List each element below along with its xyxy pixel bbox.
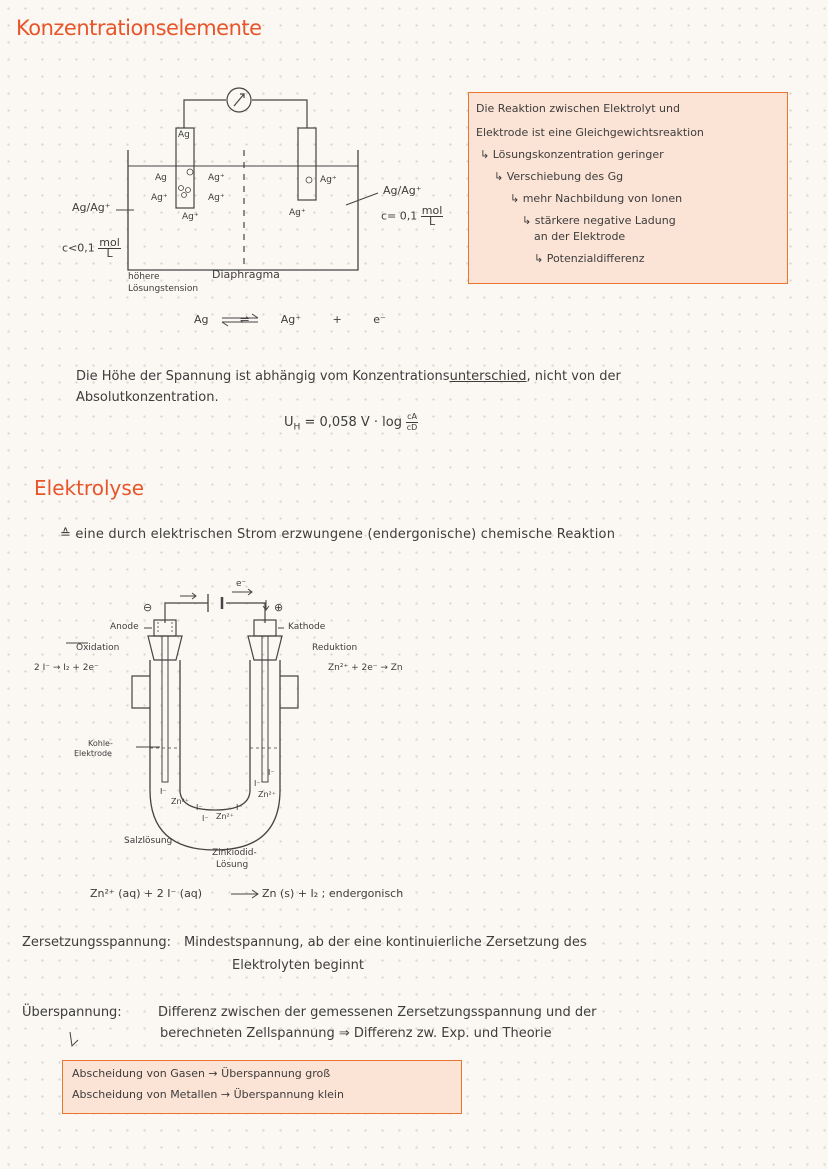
reduction-equation: Zn²⁺ + 2e⁻ → Zn (328, 663, 403, 673)
equilibrium-equation: Ag ⇌ Ag⁺ + e⁻ (194, 313, 386, 326)
ion-label: I⁻ (196, 803, 203, 812)
ion-label: Zn²⁺ (216, 812, 234, 821)
section-title-concentration-cells: Konzentrationselemente (16, 16, 262, 40)
box-line: ↳ Potenzialdifferenz (534, 252, 645, 265)
unit-num: mol (99, 236, 120, 249)
box-line: Elektrode ist eine Gleichgewichtsreaktion (476, 126, 704, 139)
right-conc-value: c= 0,1 (381, 209, 418, 223)
ion-label: I⁻ (268, 768, 275, 777)
ion-label: Zn²⁺ (258, 790, 276, 799)
box-line: ↳ Lösungskonzentration geringer (480, 148, 664, 161)
def-overvoltage: Differenz zwischen der gemessenen Zersetzungsspannung und der (158, 1005, 597, 1020)
box-line: ↳ stärkere negative Ladung (522, 214, 676, 227)
overall-equation-right: Zn (s) + I₂ ; endergonisch (262, 887, 404, 900)
overall-equation-left: Zn²⁺ (aq) + 2 I⁻ (aq) (90, 887, 203, 900)
label-ag-ion: Ag⁺ (320, 175, 337, 185)
label-zinc-iodide-2: Lösung (216, 860, 249, 870)
unit-den: L (428, 215, 436, 228)
label-carbon-electrode-2: Elektrode (74, 749, 112, 758)
left-conc-value: c<0,1 (62, 241, 95, 255)
sentence-part: Die Höhe der Spannung ist abhängig vom Konzentrations (76, 369, 450, 384)
label-ag-electrode: Ag (178, 130, 190, 140)
label-anode: Anode (110, 622, 139, 632)
label-ag-ion: Ag⁺ (289, 208, 306, 218)
ion-label: I⁻ (160, 787, 167, 796)
right-half-cell-label: Ag/Ag⁺ (383, 184, 422, 197)
label-oxidation: Oxidation (76, 643, 120, 653)
label-reduction: Reduktion (312, 643, 358, 653)
sentence-part: , nicht von der (526, 369, 621, 384)
left-half-cell-label: Ag/Ag⁺ (72, 201, 111, 214)
overvoltage-gases: Abscheidung von Gasen → Überspannung groß (72, 1067, 331, 1080)
label-electron: e⁻ (236, 579, 247, 589)
def-decomposition-voltage-2: Elektrolyten beginnt (232, 958, 364, 973)
label-solution-tension: Lösungstension (128, 284, 199, 294)
plus-pole-icon: ⊕ (274, 601, 284, 614)
sentence-line-2: Absolutkonzentration. (76, 390, 219, 405)
box-line: Die Reaktion zwischen Elektrolyt und (476, 102, 680, 115)
formula-sub: H (293, 422, 301, 433)
term-overvoltage: Überspannung: (22, 1005, 122, 1020)
term-decomposition-voltage: Zersetzungsspannung: (22, 935, 172, 950)
frac-num: cA (407, 412, 417, 421)
label-salt-solution: Salzlösung (124, 836, 173, 846)
formula-rest: = 0,058 V · log (300, 415, 402, 430)
oxidation-equation: 2 I⁻ → I₂ + 2e⁻ (34, 663, 99, 673)
def-overvoltage-2: berechneten Zellspannung ⇒ Differenz zw. Exp. und Theorie (160, 1026, 552, 1041)
def-decomposition-voltage: Mindestspannung, ab der eine kontinuierliche Zersetzung des (184, 935, 587, 950)
frac-den: cD (406, 423, 418, 432)
label-ag-ion: Ag⁺ (208, 173, 225, 183)
label-carbon-electrode: Kohle- (88, 739, 113, 748)
label-ag-ion: Ag (155, 173, 167, 183)
box-line: an der Elektrode (534, 230, 626, 243)
minus-pole-icon: ⊖ (143, 601, 153, 614)
overvoltage-metals: Abscheidung von Metallen → Überspannung klein (72, 1088, 344, 1101)
label-higher-tension: höhere (128, 272, 160, 282)
label-ag-ion: Ag⁺ (151, 193, 168, 203)
ion-label: I⁻ (254, 779, 261, 788)
label-ag-ion: Ag⁺ (182, 212, 199, 222)
label-zinc-iodide: Zinkiodid- (212, 848, 257, 858)
unit-den: L (106, 247, 113, 260)
ion-label: I⁻ (236, 803, 243, 812)
label-diaphragm: Diaphragma (212, 268, 280, 281)
box-line: ↳ Verschiebung des Gg (494, 170, 624, 183)
section-title-electrolysis: Elektrolyse (34, 476, 145, 500)
unit-num: mol (421, 204, 443, 217)
label-cathode: Kathode (288, 622, 326, 632)
sentence-underlined: unterschied (449, 369, 527, 384)
ion-label: Zn²⁺ (171, 797, 189, 806)
ion-label: I⁻ (202, 814, 209, 823)
electrolysis-definition: ≙ eine durch elektrischen Strom erzwungene (endergonische) chemische Reaktion (60, 527, 616, 542)
box-line: ↳ mehr Nachbildung von Ionen (510, 192, 683, 205)
label-ag-ion: Ag⁺ (208, 193, 225, 203)
formula-u: U (284, 415, 294, 430)
